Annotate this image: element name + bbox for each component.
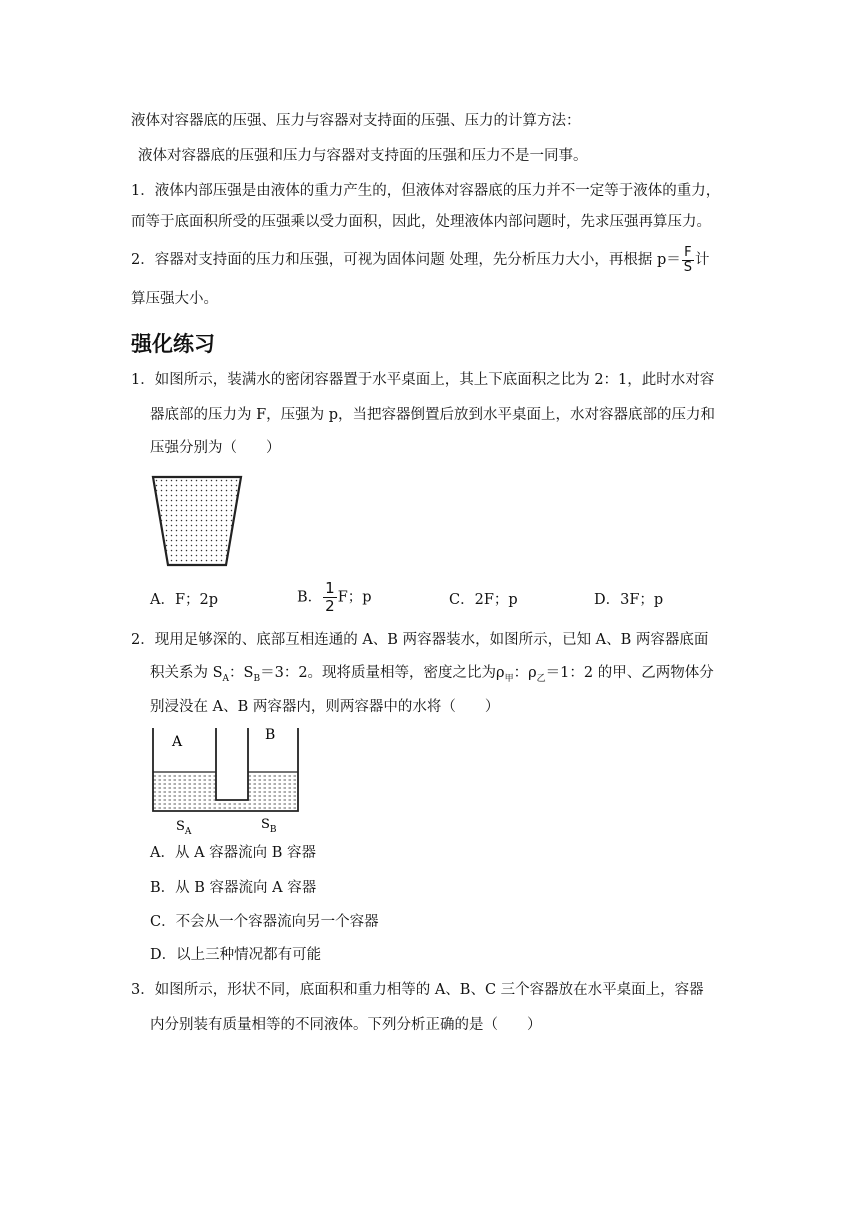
fraction-denominator: 2: [325, 597, 335, 615]
intro-item-2-suffix: 计: [695, 252, 710, 268]
area-sb-label: [261, 817, 277, 835]
area-sa-sub: A: [184, 827, 192, 837]
q1-option-b: [297, 580, 372, 615]
q2-line-2: [150, 663, 714, 689]
q1-trapezoid-container-figure: [150, 474, 246, 570]
intro-item-1-line-1: 1．液体内部压强是由液体的重力产生的，但液体对容器底的压力并不一定等于液体的重力，: [131, 183, 721, 199]
q1-option-a: A．F；2p: [150, 592, 219, 608]
q2-option-a: A．从 A 容器流向 B 容器: [150, 845, 317, 861]
q2-connected-containers-figure: [148, 726, 302, 838]
q2-line-2-part-b: ：S: [229, 665, 254, 681]
q2-option-d: D．以上三种情况都有可能: [150, 947, 322, 963]
area-sb-sub: B: [269, 825, 277, 835]
pressure-formula-fraction: [682, 246, 694, 275]
q1-option-c: C．2F；p: [449, 592, 518, 608]
q1-option-b-label: B．: [297, 589, 323, 606]
q1-line-3: 压强分别为（ ）: [150, 440, 281, 456]
section-title: 强化练习: [131, 332, 215, 356]
intro-item-1-line-2: 而等于底面积所受的压强乘以受力面积，因此，处理液体内部问题时，先求压强再算压力。: [131, 214, 711, 230]
fraction-numerator: F: [682, 246, 694, 261]
q1-line-2: 器底部的压力为 F，压强为 p，当把容器倒置后放到水平桌面上，水对容器底部的压力和: [150, 407, 716, 423]
q2-line-2-part-c: ＝3：2。现将质量相等，密度之比为ρ: [260, 665, 505, 681]
q2-option-c: C．不会从一个容器流向另一个容器: [150, 914, 379, 930]
q2-line-2-part-a: 积关系为 S: [150, 665, 223, 681]
q1-option-d: D．3F；p: [594, 592, 664, 608]
half-fraction: [323, 580, 337, 615]
q1-option-b-text: F；p: [337, 589, 372, 606]
subscript-yi: 乙: [536, 673, 546, 684]
fraction-denominator: S: [683, 259, 692, 275]
intro-item-2-line-2: 算压强大小。: [131, 291, 218, 307]
q1-line-1: 1．如图所示，装满水的密闭容器置于水平桌面上，其上下底面积之比为 2：1，此时水对容: [131, 372, 715, 388]
area-sb-s: S: [261, 817, 270, 832]
q2-line-3: 别浸没在 A、B 两容器内，则两容器中的水将（ ）: [150, 699, 500, 715]
intro-line-1: 液体对容器底的压强、压力与容器对支持面的压强、压力的计算方法：: [131, 113, 581, 129]
subscript-a: A: [222, 673, 230, 684]
area-sa-s: S: [176, 819, 185, 834]
container-b-label: B: [265, 727, 276, 743]
subscript-b: B: [253, 673, 261, 684]
intro-line-2: 液体对容器底的压强和压力与容器对支持面的压强和压力不是一同事。: [138, 148, 588, 164]
fraction-numerator: 1: [325, 579, 335, 597]
q2-option-b: B．从 B 容器流向 A 容器: [150, 880, 317, 896]
intro-item-2-prefix: 2．容器对支持面的压力和压强，可视为固体问题 处理，先分析压力大小，再根据 p＝: [131, 252, 681, 268]
subscript-jia: 甲: [504, 673, 514, 684]
container-a-label: A: [172, 734, 183, 750]
area-sa-label: [176, 819, 192, 837]
intro-item-2-line-1: [131, 245, 710, 275]
q3-line-1: 3．如图所示，形状不同，底面积和重力相等的 A、B、C 三个容器放在水平桌面上，容器: [131, 982, 704, 998]
q2-line-2-part-d: ：ρ: [513, 665, 537, 681]
q3-line-2: 内分别装有质量相等的不同液体。下列分析正确的是（ ）: [150, 1017, 542, 1033]
q2-line-2-part-e: ＝1：2 的甲、乙两物体分: [545, 665, 714, 681]
q2-line-1: 2．现用足够深的、底部互相连通的 A、B 两容器装水，如图所示，已知 A、B 两容器底面: [131, 632, 709, 648]
